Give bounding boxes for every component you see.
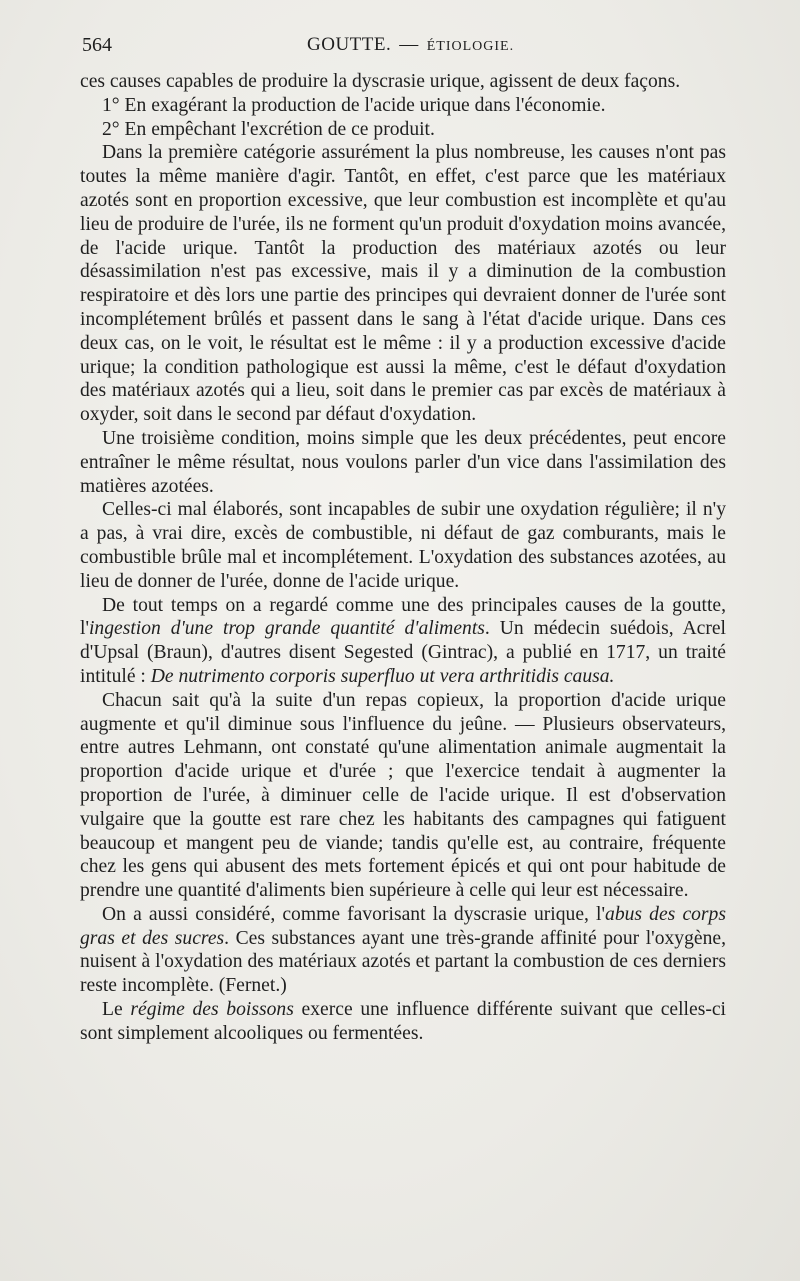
paragraph-ingestion-text-c: . Un médecin suédois, Acrel d'Upsal (Braun), d'autres disent Segested (Gintrac), a publié en 1717, un traité intitulé : (80, 618, 727, 687)
paragraph-fats-text-c: . Ces substances ayant une très-grande affinité pour l'oxygène, nuisent à l'oxydation des matériaux azotés et partant la combustion de ces derniers reste incomplète. (Fernet.) (80, 927, 726, 997)
paragraph-drinks-emphasis: régime des boissons (130, 999, 294, 1021)
paragraph-fats-text-a: On a aussi considéré, comme favorisant la dyscrasie urique, l' (102, 903, 606, 925)
running-title-separator: — (399, 34, 419, 55)
paragraph-drinks-text-a: Le (102, 999, 131, 1021)
paragraph-ingestion (80, 594, 726, 689)
list-item-2: 2° En empêchant l'excrétion de ce produit. (102, 118, 435, 140)
paragraph-continuation: ces causes capables de produire la dyscrasie urique, agissent de deux façons. (80, 71, 681, 92)
paragraph-drinks (80, 998, 726, 1046)
paragraph-third-condition: Une troisième condition, moins simple que les deux précédentes, peut encore entraîner le même résultat, nous voulons parler d'un vice dans l'assimilation des matières azotées. (80, 427, 726, 497)
running-title (307, 34, 514, 56)
running-title-section: ÉTIOLOGIE. (426, 39, 515, 54)
body-text (80, 70, 726, 1046)
page-number: 564 (82, 34, 112, 56)
paragraph-fats-sugars (80, 903, 726, 998)
paragraph-meal-observations: Chacun sait qu'à la suite d'un repas copieux, la proportion d'acide urique augmente et qu'il diminue sous l'influence du jeûne. — Plusieurs observateurs, entre autres Lehmann, ont constaté qu'une alimentation animale augmentait la proportion d'acide urique et d'urée ; que l'exercice tendait à augmenter la proportion de l'urée, à diminuer celle de l'acide urique. Il est d'observation vulgaire que la goutte est rare chez les habitants des campagnes qui fatiguent beaucoup et mangent peu de viande; tandis qu'elle est, au contraire, fréquente chez les gens qui abusent des mets fortement épicés et qui ont pour habitude de prendre une quantité d'aliments bien supérieure à celle qui leur est nécessaire. (80, 689, 726, 902)
paragraph-ingestion-treatise-title: De nutrimento corporis superfluo ut vera arthritidis causa. (150, 665, 615, 687)
paragraph-first-category: Dans la première catégorie assurément la plus nombreuse, les causes n'ont pas toutes la même manière d'agir. Tantôt, en effet, c'est parce que les matériaux azotés sont en proportion excessive, que leur combustion est incomplète et qu'au lieu de produire de l'urée, ils ne forment qu'un produit d'oxydation moins avancée, de l'acide urique. Tantôt la production des matériaux azotés ou leur désassimilation n'est pas excessive, mais il y a diminution de la combustion respiratoire et dès lors une partie des principes qui devraient donner de l'urée sont incomplétement brûlés et passent dans le sang à l'état d'acide urique. Dans ces deux cas, on le voit, le résultat est le même : il y a production excessive d'acide urique; la condition pathologique est aussi la même, c'est le défaut d'oxydation des matériaux azotés qui a lieu, soit dans le premier cas par excès de matériaux à oxyder, soit dans le second par défaut d'oxydation. (80, 142, 726, 426)
paragraph-ingestion-emphasis: ingestion d'une trop grande quantité d'aliments (88, 618, 485, 640)
list-item-1: 1° En exagérant la production de l'acide urique dans l'économie. (102, 94, 606, 116)
paragraph-ingestion-text-a: De tout temps on a regardé comme une des principales causes de la goutte, l' (80, 594, 726, 640)
paragraph-assimilation: Celles-ci mal élaborés, sont incapables de subir une oxydation régulière; il n'y a pas, à vrai dire, excès de combustible, ni défaut de gaz comburants, mais le combustible brûle mal et incomplétement. L'oxydation des substances azotées, au lieu de donner de l'urée, donne de l'acide urique. (80, 499, 726, 592)
paragraph-fats-emphasis: abus des corps gras et des sucres (80, 903, 726, 949)
running-title-main: GOUTTE. (307, 34, 392, 55)
running-header (82, 34, 722, 60)
paragraph-drinks-text-c: exerce une influence différente suivant que celles-ci sont simplement alcooliques ou fermentées. (80, 999, 726, 1044)
